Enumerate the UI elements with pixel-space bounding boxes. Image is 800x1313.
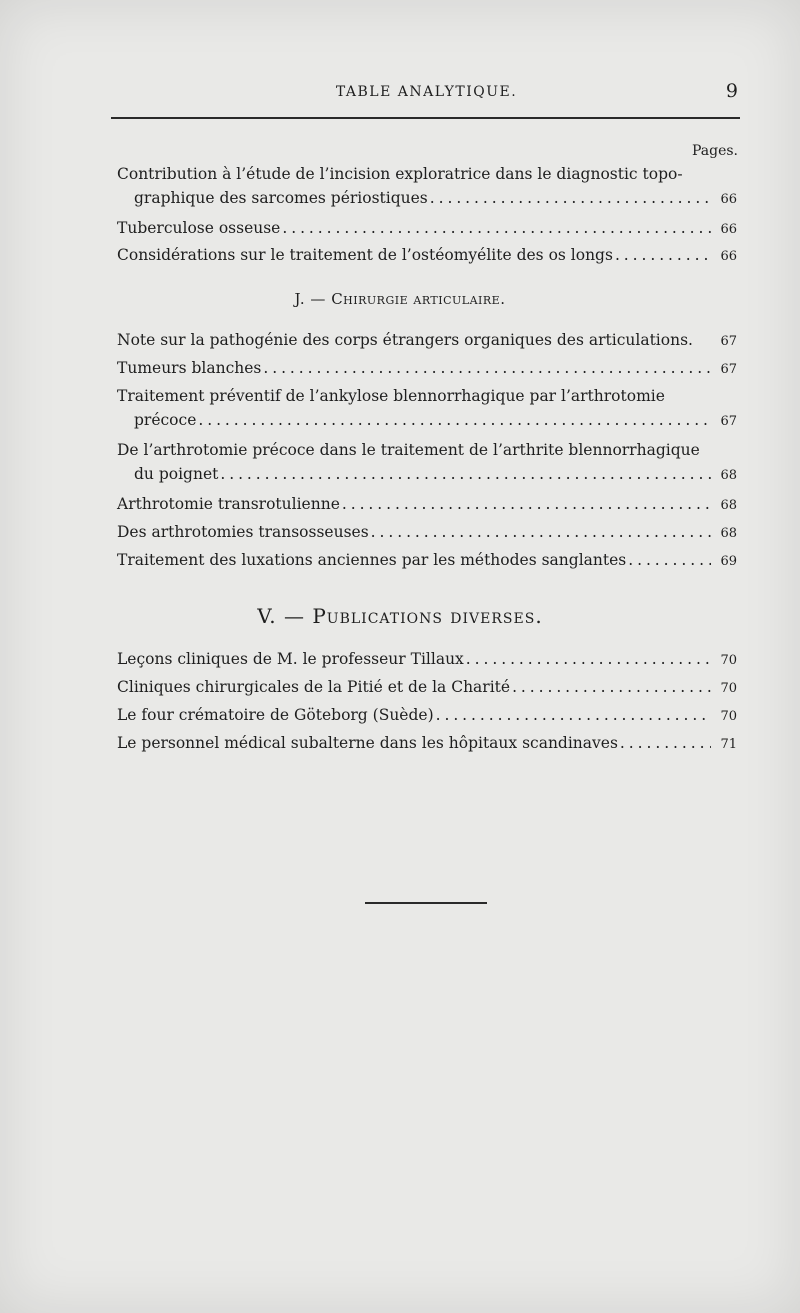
pages-column-label: Pages. xyxy=(691,143,738,159)
toc-entry-page: 67 xyxy=(720,362,737,377)
toc-entry-text: Arthrotomie transrotulienne xyxy=(117,495,340,513)
toc-entry-page: 68 xyxy=(720,526,737,541)
page-number: 9 xyxy=(725,80,738,102)
toc-entry-text: du poignet xyxy=(134,465,219,483)
header-title: TABLE ANALYTIQUE. xyxy=(335,84,518,100)
toc-entry xyxy=(117,675,737,701)
toc-entry-text: Tumeurs blanches xyxy=(117,359,262,377)
dot-leader xyxy=(628,548,711,572)
toc-entry xyxy=(117,703,737,729)
section-j-prefix: J. — xyxy=(294,290,326,308)
toc-entry xyxy=(117,384,737,434)
section-v-prefix: V. — xyxy=(257,604,305,628)
toc-entry xyxy=(117,162,737,212)
toc-entry-text: Des arthrotomies transosseuses xyxy=(117,523,369,541)
toc-entry-text: Traitement des luxations anciennes par les méthodes sanglantes xyxy=(117,551,627,569)
toc-entry-page: 70 xyxy=(720,653,737,668)
dot-leader xyxy=(282,216,711,240)
toc-entry xyxy=(117,243,737,269)
toc-entry-text: Le personnel médical subalterne dans les hôpitaux scandinaves xyxy=(117,734,618,752)
toc-entry-page: 70 xyxy=(720,681,737,696)
toc-entry xyxy=(117,216,737,242)
dot-leader xyxy=(220,462,711,486)
dot-leader xyxy=(198,408,711,432)
end-rule xyxy=(365,902,487,904)
toc-entry-text: graphique des sarcomes périostiques xyxy=(134,189,428,207)
toc-entry-page: 67 xyxy=(720,414,737,429)
toc-entry xyxy=(117,328,737,354)
toc-entry-page: 71 xyxy=(720,737,737,752)
toc-entry-text: Contribution à l’étude de l’incision exploratrice dans le diagnostic topo- xyxy=(117,165,683,183)
toc-entry xyxy=(117,520,737,546)
toc-entry-text: précoce xyxy=(134,411,197,429)
dot-leader xyxy=(436,703,711,727)
toc-entry-page: 69 xyxy=(720,554,737,569)
toc-entry xyxy=(117,492,737,518)
toc-entry-text: De l’arthrotomie précoce dans le traitement de l’arthrite blennorrhagique xyxy=(117,441,700,459)
running-header xyxy=(115,80,738,110)
toc-entry xyxy=(117,548,737,574)
dot-leader xyxy=(615,243,711,267)
dot-leader xyxy=(371,520,711,544)
toc-entry-page: 66 xyxy=(720,222,737,237)
toc-entry xyxy=(117,647,737,673)
toc-entry-page: 70 xyxy=(720,709,737,724)
dot-leader xyxy=(263,356,711,380)
toc-entry-page: 67 xyxy=(720,334,737,349)
dot-leader xyxy=(342,492,711,516)
toc-entry xyxy=(117,438,737,488)
header-rule xyxy=(111,117,740,119)
toc-entry-text: Cliniques chirurgicales de la Pitié et de la Charité xyxy=(117,678,511,696)
dot-leader xyxy=(512,675,711,699)
dot-leader xyxy=(430,186,711,210)
toc-entry-page: 68 xyxy=(720,468,737,483)
toc-entry-page: 66 xyxy=(720,192,737,207)
section-v-title: Publications diverses. xyxy=(312,604,543,628)
section-j-title: Chirurgie articulaire. xyxy=(331,290,506,308)
toc-entry xyxy=(117,731,737,757)
toc-entry-text: Traitement préventif de l’ankylose blennorrhagique par l’arthrotomie xyxy=(117,387,665,405)
toc-entry-text: Tuberculose osseuse xyxy=(117,219,281,237)
dot-leader xyxy=(466,647,711,671)
toc-entry-text: Le four crématoire de Göteborg (Suède) xyxy=(117,706,434,724)
section-heading-j xyxy=(0,290,800,308)
toc-entry-text: Leçons cliniques de M. le professeur Tillaux xyxy=(117,650,464,668)
section-heading-v xyxy=(0,604,800,628)
dot-leader xyxy=(620,731,711,755)
toc-entry-text: Note sur la pathogénie des corps étrangers organiques des articulations. xyxy=(117,331,693,349)
toc-entry xyxy=(117,356,737,382)
toc-entry-page: 68 xyxy=(720,498,737,513)
toc-entry-text: Considérations sur le traitement de l’ostéomyélite des os longs xyxy=(117,246,613,264)
toc-entry-page: 66 xyxy=(720,249,737,264)
